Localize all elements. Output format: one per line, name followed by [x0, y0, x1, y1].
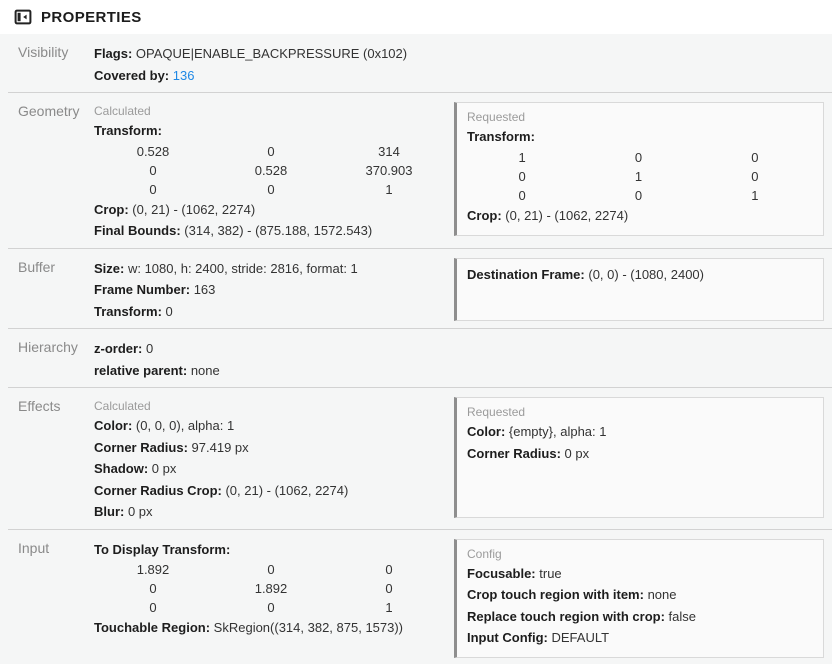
- section-effects: [8, 388, 832, 530]
- corner-radius-crop-value: (0, 21) - (1062, 2274): [225, 482, 349, 498]
- matrix-cell: 0.528: [254, 162, 288, 178]
- input-matrix: [94, 560, 448, 617]
- blur-value: 0 px: [127, 504, 153, 519]
- color-label: Color:: [94, 418, 133, 433]
- geometry-calculated-subtitle: Calculated: [94, 104, 151, 118]
- destination-frame-value: (0, 0) - (1080, 2400): [588, 266, 704, 282]
- transform-label: Transform:: [94, 303, 162, 319]
- input-config: [454, 539, 824, 658]
- z-order-row: [94, 338, 818, 360]
- matrix-cell: 1: [634, 168, 643, 184]
- corner-radius-crop-label: Corner Radius Crop:: [94, 482, 222, 498]
- matrix-cell: 0: [267, 181, 275, 197]
- input-config-label: Input Config:: [467, 630, 548, 645]
- replace-touch-region-row: [464, 606, 813, 628]
- matrix-cell: 0: [634, 187, 643, 203]
- matrix-cell: 314: [378, 143, 400, 159]
- geometry-transform-row: [94, 120, 448, 142]
- geometry-calculated: [94, 102, 454, 242]
- focusable-label: Focusable:: [467, 565, 536, 581]
- matrix-cell: 0: [149, 600, 157, 615]
- section-label-effects: Effects: [18, 398, 61, 414]
- frame-number-label: Frame Number:: [94, 282, 191, 297]
- corner-radius-value: 0 px: [564, 445, 590, 461]
- geometry-final-bounds-row: [94, 220, 448, 242]
- hierarchy-content: [94, 338, 824, 381]
- geometry-requested-subtitle: Requested: [467, 110, 526, 124]
- transform-label: Transform:: [467, 129, 535, 144]
- section-input: [8, 530, 832, 664]
- geometry-requested: [454, 102, 824, 242]
- transform-label: Transform:: [94, 123, 162, 138]
- geometry-requested-matrix: [464, 148, 813, 205]
- matrix-cell: 1: [751, 187, 759, 203]
- buffer-size-row: [94, 258, 448, 280]
- touchable-region-label: Touchable Region:: [94, 620, 211, 635]
- effects-corner-radius-row: [94, 437, 448, 459]
- effects-requested-box: [454, 397, 824, 518]
- matrix-cell: 0: [751, 168, 759, 184]
- corner-radius-label: Corner Radius:: [94, 439, 188, 455]
- matrix-cell: 0: [149, 581, 157, 596]
- buffer-requested: [454, 258, 824, 323]
- crop-value: (0, 21) - (1062, 2274): [505, 207, 629, 223]
- relative-parent-value: none: [190, 362, 220, 378]
- buffer-transform-row: [94, 301, 448, 323]
- focusable-value: true: [539, 565, 562, 581]
- final-bounds-label: Final Bounds:: [94, 223, 181, 238]
- matrix-cell: 1: [385, 181, 393, 197]
- matrix-cell: 0: [751, 149, 759, 165]
- page-title: PROPERTIES: [41, 8, 142, 26]
- matrix-cell: 0: [267, 143, 275, 159]
- effects-requested-corner-radius-row: [464, 443, 813, 465]
- effects-requested: [454, 397, 824, 523]
- input-content: [94, 539, 454, 658]
- input-config-box: [454, 539, 824, 658]
- touchable-region-row: [94, 617, 448, 639]
- section-visibility: [8, 34, 832, 93]
- matrix-cell: 0: [149, 181, 157, 197]
- matrix-cell: 0: [385, 562, 393, 577]
- matrix-cell: 1: [385, 600, 393, 615]
- effects-requested-subtitle: Requested: [467, 405, 526, 419]
- visibility-covered-by-row: [94, 65, 818, 87]
- buffer-frame-number-row: [94, 279, 448, 301]
- transform-value: 0: [165, 303, 173, 319]
- geometry-requested-crop-row: [464, 205, 813, 227]
- section-label-input: Input: [18, 539, 50, 556]
- covered-by-label: Covered by:: [94, 67, 170, 83]
- matrix-cell: 0: [385, 581, 393, 596]
- matrix-cell: 0: [518, 187, 526, 203]
- matrix-cell: 1: [518, 149, 526, 165]
- focusable-row: [464, 563, 813, 585]
- to-display-transform-row: [94, 539, 448, 561]
- section-hierarchy: [8, 329, 832, 388]
- buffer-content: [94, 258, 454, 323]
- flags-label: Flags:: [94, 46, 133, 61]
- crop-label: Crop:: [467, 207, 502, 223]
- final-bounds-value: (314, 382) - (875.188, 1572.543): [184, 223, 373, 238]
- buffer-requested-box: [454, 258, 824, 321]
- section-geometry: [8, 93, 832, 249]
- effects-requested-color-row: [464, 421, 813, 443]
- crop-touch-region-row: [464, 584, 813, 606]
- matrix-cell: 1.892: [254, 581, 288, 596]
- replace-touch-region-label: Replace touch region with crop:: [467, 608, 665, 624]
- visibility-content: [94, 43, 824, 86]
- geometry-requested-transform-row: [464, 126, 813, 148]
- matrix-cell: 0: [149, 162, 157, 178]
- effects-corner-radius-crop-row: [94, 480, 448, 502]
- section-label-buffer: Buffer: [18, 258, 56, 275]
- visibility-flags-row: [94, 43, 818, 65]
- matrix-cell: 370.903: [365, 162, 413, 178]
- color-value: {empty}, alpha: 1: [508, 424, 607, 439]
- section-label-visibility: Visibility: [18, 44, 69, 60]
- corner-radius-label: Corner Radius:: [467, 445, 561, 461]
- properties-panel-icon[interactable]: [14, 8, 32, 26]
- input-config-value: DEFAULT: [551, 630, 610, 645]
- section-buffer: [8, 249, 832, 330]
- color-label: Color:: [467, 424, 506, 439]
- effects-blur-row: [94, 501, 448, 523]
- effects-shadow-row: [94, 458, 448, 480]
- relative-parent-row: [94, 360, 818, 382]
- size-value: w: 1080, h: 2400, stride: 2816, format: 1: [127, 260, 358, 276]
- effects-calculated: [94, 397, 454, 523]
- input-config-row: [464, 627, 813, 649]
- matrix-cell: 0: [634, 149, 643, 165]
- destination-frame-row: [464, 264, 813, 286]
- properties-header: [0, 0, 832, 34]
- flags-value: OPAQUE|ENABLE_BACKPRESSURE (0x102): [135, 46, 408, 61]
- crop-touch-region-label: Crop touch region with item:: [467, 587, 644, 602]
- effects-color-row: [94, 415, 448, 437]
- section-label-geometry: Geometry: [18, 103, 80, 119]
- section-label-hierarchy: Hierarchy: [18, 339, 78, 355]
- color-value: (0, 0, 0), alpha: 1: [135, 418, 235, 433]
- z-order-label: z-order:: [94, 341, 143, 356]
- destination-frame-label: Destination Frame:: [467, 266, 585, 282]
- geometry-requested-box: [454, 102, 824, 236]
- corner-radius-value: 97.419 px: [191, 439, 249, 455]
- crop-value: (0, 21) - (1062, 2274): [132, 201, 256, 217]
- shadow-value: 0 px: [151, 461, 177, 476]
- matrix-cell: 0: [267, 600, 275, 615]
- size-label: Size:: [94, 260, 125, 276]
- to-display-transform-label: To Display Transform:: [94, 541, 231, 557]
- matrix-cell: 1.892: [136, 562, 170, 577]
- touchable-region-value: SkRegion((314, 382, 875, 1573)): [213, 620, 404, 635]
- matrix-cell: 0: [267, 562, 275, 577]
- frame-number-value: 163: [193, 282, 216, 297]
- replace-touch-region-value: false: [668, 608, 697, 624]
- properties-sections: [0, 34, 832, 664]
- crop-label: Crop:: [94, 201, 129, 217]
- matrix-cell: 0.528: [136, 143, 170, 159]
- z-order-value: 0: [146, 341, 154, 356]
- effects-calculated-subtitle: Calculated: [94, 399, 151, 413]
- geometry-crop-row: [94, 199, 448, 221]
- covered-by-link[interactable]: 136: [172, 67, 195, 83]
- matrix-cell: 0: [518, 168, 526, 184]
- crop-touch-region-value: none: [647, 587, 677, 602]
- blur-label: Blur:: [94, 504, 125, 519]
- input-config-subtitle: Config: [467, 546, 502, 561]
- geometry-calculated-matrix: [94, 142, 448, 199]
- shadow-label: Shadow:: [94, 461, 149, 476]
- relative-parent-label: relative parent:: [94, 362, 188, 378]
